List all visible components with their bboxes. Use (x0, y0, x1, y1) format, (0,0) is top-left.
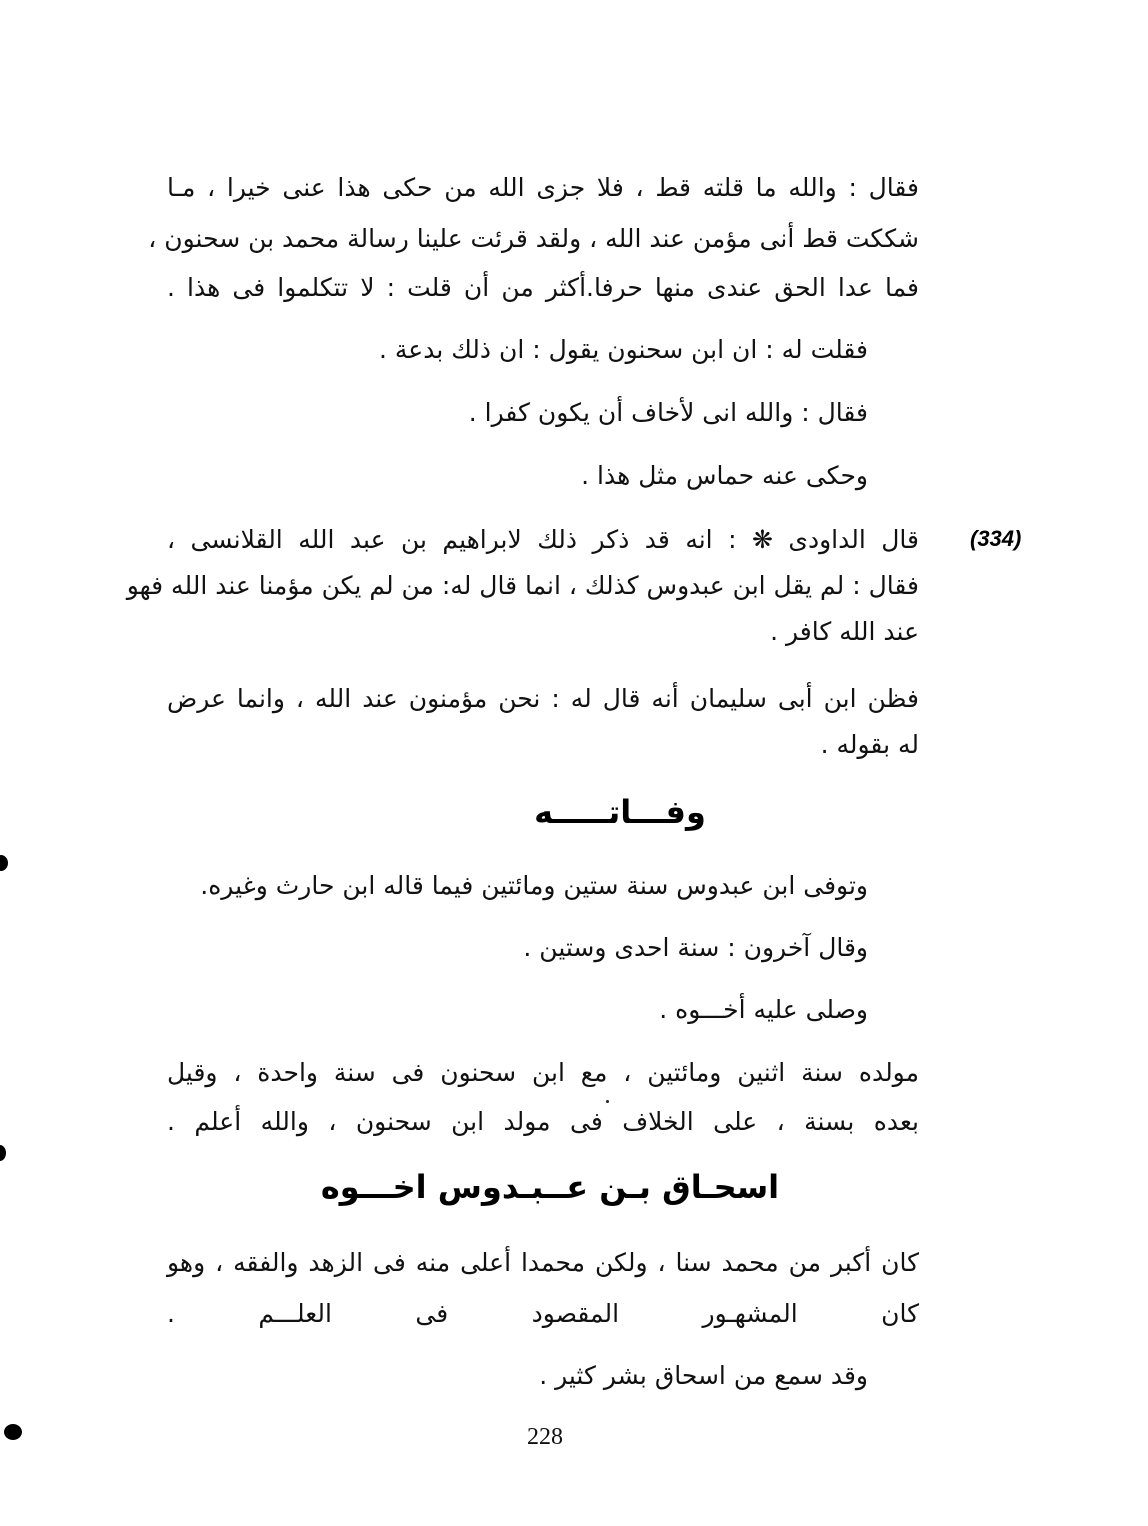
section-heading-death: وفـــاتـــــه (534, 793, 706, 831)
text-line: شككت قط أنى مؤمن عند الله ، ولقد قرئت علينا رسالة محمد بن سحنون ، (148, 224, 919, 253)
text-line: قال الداودى ❋ : انه قد ذكر ذلك لابراهيم بن عبد الله القلانسى ، (167, 525, 919, 554)
text-line: وقال آخرون : سنة احدى وستين . (523, 933, 868, 962)
text-line: عند الله كافر . (770, 617, 919, 646)
text-line: له بقوله . (820, 730, 919, 759)
text-line: بعده بسنة ، على الخلاف فى مولد ابن سحنون ، والله أعلم . (167, 1107, 919, 1136)
text-line: وصلى عليه أخـــوه . (659, 995, 868, 1024)
text-line: مولده سنة اثنين ومائتين ، مع ابن سحنون فى سنة واحدة ، وقيل (167, 1058, 919, 1087)
text-line: وتوفى ابن عبدوس سنة ستين ومائتين فيما قاله ابن حارث وغيره. (200, 871, 868, 900)
scan-blot (0, 1145, 6, 1161)
section-heading-ishaq: اسحـاق بـن عــبـدوس اخـــوه (320, 1168, 780, 1206)
text-line: كان المشهـور المقصود فى العلـــم . (167, 1299, 919, 1328)
scan-blot (0, 855, 8, 871)
text-line: فما عدا الحق عندى منها حرفا.أكثر من أن قلت : لا تتكلموا فى هذا . (167, 273, 919, 302)
text-line: فقلت له : ان ابن سحنون يقول : ان ذلك بدعة . (378, 335, 868, 364)
text-line: كان أكبر من محمد سنا ، ولكن محمدا أعلى منه فى الزهد والفقه ، وهو (167, 1248, 919, 1277)
page-number: 228 (527, 1424, 563, 1450)
text-line: فقال : لم يقل ابن عبدوس كذلك ، انما قال له: من لم يكن مؤمنا عند الله فهو (126, 571, 919, 600)
text-line: فقال : والله انى لأخاف أن يكون كفرا . (468, 398, 868, 427)
marginal-reference: (334) (970, 526, 1022, 551)
text-line: فقال : والله ما قلته قط ، فلا جزى الله من حكى هذا عنى خيرا ، مـا (167, 173, 919, 202)
scan-speck (606, 1100, 609, 1103)
text-line: وقد سمع من اسحاق بشر كثير . (539, 1361, 868, 1390)
text-line: وحكى عنه حماس مثل هذا . (581, 461, 868, 490)
text-line: فظن ابن أبى سليمان أنه قال له : نحن مؤمنون عند الله ، وانما عرض (167, 684, 919, 713)
scan-blot (4, 1424, 22, 1440)
